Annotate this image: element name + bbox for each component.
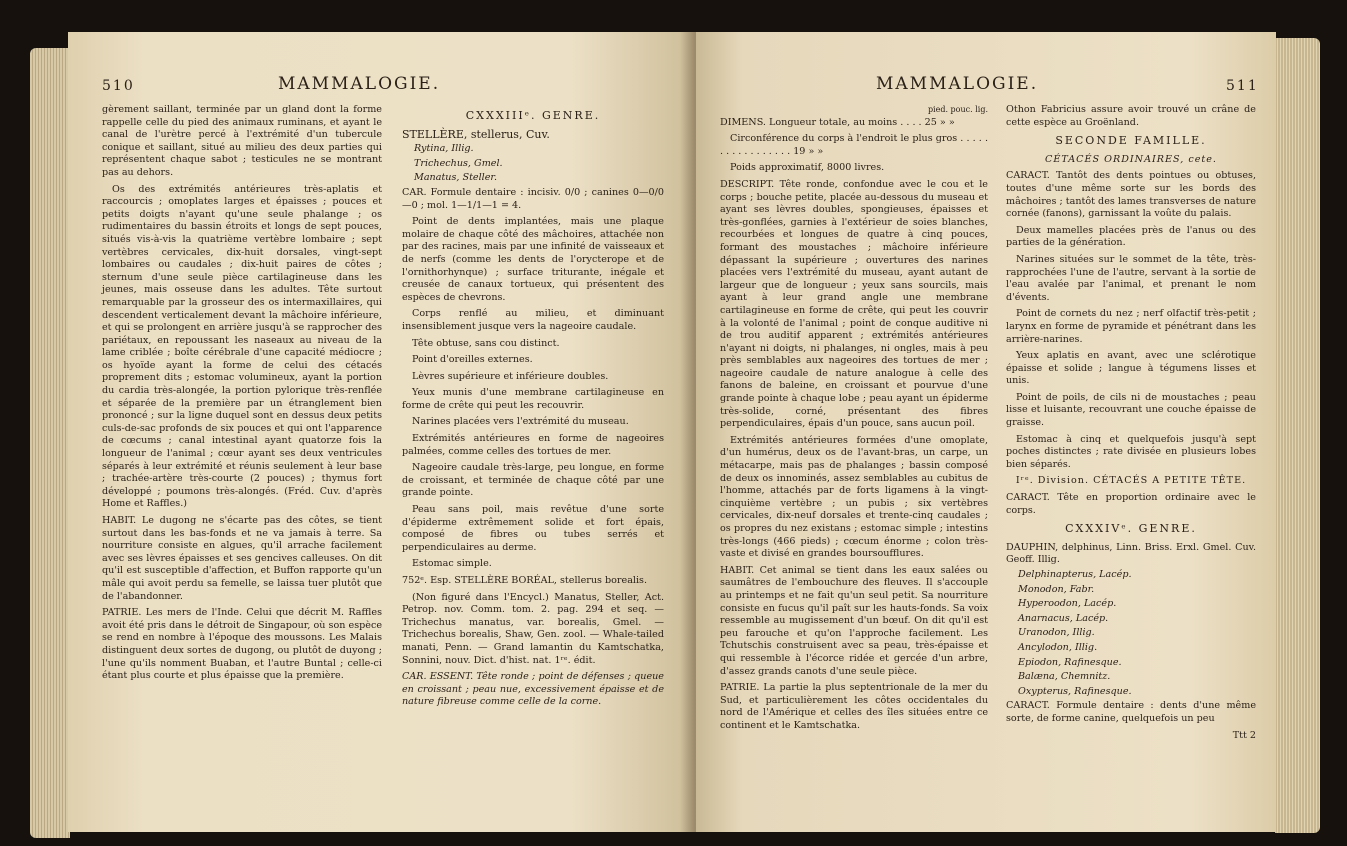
left-page-number: 510	[102, 78, 135, 94]
genus-heading: CXXXIIIᵉ. GENRE.	[465, 109, 601, 122]
dental-formula: CAR. Formule dentaire : incisiv. 0/0 ; canines 0—0/0—0 ; mol. 1—1/1—1 = 4.	[402, 186, 664, 211]
species-heading: 752ᵉ. Esp. STELLÈRE BORÉAL, stellerus borealis.	[402, 575, 648, 586]
paragraph: Point de dents implantées, mais une plaque molaire de chaque côté des mâchoires, attachée non par des racines, mais par une infinité de vaisseaux et de nerfs (comme les dents de l'orycterope et de l'ornithorhynque) ; surface triturante, inégale et creusée de canaux tortueux, qui présentent des espèces de chevrons.	[402, 216, 664, 303]
paragraph: Deux mamelles placées près de l'anus ou des parties de la génération.	[1006, 224, 1256, 249]
paragraph: CARACT. Tête en proportion ordinaire avec le corps.	[1006, 492, 1256, 516]
signature-mark: Ttt 2	[1232, 729, 1256, 741]
paragraph: Circonférence du corps à l'endroit le plus gros . . . . . . . . . . . . . . . . . 19 » »	[720, 133, 988, 157]
synonym: Oxypterus, Rafinesque.	[1018, 685, 1132, 697]
paragraph: gèrement saillant, terminée par un gland dont la forme rappelle celle du pied des animaux ruminans, et ayant le canal de l'urètre percé à l'extrémité d'un tubercule conique et saillant, situé au milieu des deux parties qui représentent chaque sabot ; testicules ne se montrant pas au dehors.	[102, 104, 382, 178]
paragraph: Othon Fabricius assure avoir trouvé un crâne de cette espèce au Groënland.	[1006, 104, 1256, 128]
paragraph: Poids approximatif, 8000 livres.	[730, 162, 885, 174]
synonym: Manatus, Steller.	[414, 172, 497, 184]
paragraph: PATRIE. La partie la plus septentrionale de la mer du Sud, et particulièrement les côtes occidentales du nord de l'Amérique et celles des îles situées entre ce continent et le Kamtschatka.	[720, 682, 988, 731]
paragraph: Nageoire caudale très-large, peu longue, en forme de croissant, et terminée de chaque côté par une grande pointe.	[402, 462, 664, 499]
paragraph: Extrémités antérieures formées d'une omoplate, d'un humérus, deux os de l'avant-bras, un carpe, un métacarpe, mais pas de phalanges ; bassin composé de deux os innominés, assez semblables au cubitus de l'homme, attachés par de forts ligamens à la vingt-cinquième vertèbre ; un pubis ; six vertèbres cervicales, dix-neuf dorsales et trente-cinq caudales ; os propres du nez existans ; estomac simple ; intestins très-longs (466 pieds) ; cœcum énorme ; colon très-vaste et divisé en grandes boursoufflures.	[720, 434, 988, 560]
left-page	[68, 32, 696, 832]
genus-name: STELLÈRE, stellerus, Cuv.	[402, 127, 550, 141]
family-heading: SECONDE FAMILLE.	[1055, 134, 1207, 148]
paragraph: (Non figuré dans l'Encycl.) Manatus, Steller, Act. Petrop. nov. Comm. tom. 2. pag. 294 et seq. — Trichechus manatus, var. borealis, Gmel. — Trichechus borealis, Shaw, Gen. zool. — Whale-tailed manati, Penn. — Grand lamantin du Kamtschatka, Sonnini, nouv. Dict. d'hist. nat. 1ʳᵉ. édit.	[402, 591, 664, 666]
paragraph: Point d'oreilles externes.	[412, 354, 533, 366]
right-running-title: MAMMALOGIE.	[876, 74, 1039, 94]
synonym: Uranodon, Illig.	[1018, 627, 1095, 639]
right-page	[696, 32, 1276, 832]
paragraph: PATRIE. Les mers de l'Inde. Celui que décrit M. Raffles avoit été pris dans le détroit de Singapour, où son espèce se rend en nombre à l'époque des moussons. Les Malais distinguent deux sortes de dugong, ou plutôt de duyong ; l'une qu'ils nomment Buaban, et l'autre Buntal ; celle-ci étant plus courte et plus épaisse que la première.	[102, 607, 382, 682]
paragraph: Peau sans poil, mais revêtue d'une sorte d'épiderme extrêmement solide et fort épais, composé de fibres ou tubes serrés et perpendiculaires au derme.	[402, 504, 664, 553]
paragraph: HABIT. Cet animal se tient dans les eaux salées ou saumâtres de l'embouchure des fleuves. Il s'accouple au printemps et ne fait qu'un seul petit. Sa nourriture consiste en fucus qu'il paît sur les hauts-fonds. Sa voix ressemble au mugissement d'un bœuf. On dit qu'il est peu farouche et qu'on l'approche facilement. Les Tchutschis construisent avec sa peau, très-épaisse et qui ressemble à l'écorce ridée et gercée d'un arbre, d'assez grands canots d'une seule pièce.	[720, 564, 988, 677]
paragraph: Point de cornets du nez ; nerf olfactif très-petit ; larynx en forme de pyramide et pénétrant dans les arrière-narines.	[1006, 308, 1256, 345]
genus-name: DAUPHIN, delphinus, Linn. Briss. Erxl. Gmel. Cuv. Geoff. Illig.	[1006, 541, 1256, 566]
page-edges-right	[1275, 38, 1320, 833]
paragraph: Tête obtuse, sans cou distinct.	[412, 337, 560, 349]
paragraph: DIMENS. Longueur totale, au moins . . . . 25 » »	[720, 116, 955, 128]
paragraph: CARACT. Formule dentaire : dents d'une même sorte, de forme canine, quelquefois un peu	[1006, 700, 1256, 724]
paragraph: Narines situées sur le sommet de la tête, très-rapprochées l'une de l'autre, servant à la sortie de l'eau avalée par l'animal, et prenant le nom d'évents.	[1006, 253, 1256, 303]
synonym: Monodon, Fabr.	[1018, 583, 1095, 595]
synonym: Epiodon, Rafinesque.	[1018, 656, 1122, 668]
dimension-units: pied. pouc. lig.	[927, 105, 988, 114]
synonym: Anarnacus, Lacép.	[1018, 612, 1109, 624]
synonym: Hyperoodon, Lacép.	[1018, 598, 1117, 610]
left-column-1	[102, 104, 382, 687]
synonym: Rytina, Illig.	[414, 143, 474, 155]
paragraph: CARACT. Tantôt des dents pointues ou obtuses, toutes d'une même sorte sur les bords des mâchoires ; tantôt des lames transverses de nature cornée (fanons), garnissant la voûte du palais.	[1006, 170, 1256, 220]
paragraph: Yeux munis d'une membrane cartilagineuse en forme de crête qui peut les recouvrir.	[402, 387, 664, 411]
page-edges-left	[30, 48, 70, 838]
open-book	[30, 18, 1320, 840]
paragraph: Os des extrémités antérieures très-aplatis et raccourcis ; omoplates larges et épaisses ; pouces et petits doigts n'ayant qu'une seule phalange ; os rudimentaires du bassin étroits et longs de sept pouces, situés vis-à-vis la quatrième vertèbre lombaire ; sept vertèbres cervicales, dix-huit dorsales, vingt-sept lombaires ou caudales ; dix-huit paires de côtes ; sternum d'une seule pièce cartilagineuse dans les jeunes, mais osseuse dans les adultes. Tête surtout remarquable par la grosseur des os intermaxillaires, qui descendent verticalement devant la mâchoire inférieure, et qui se prolongent en arrière jusqu'à se rapprocher des pariétaux, en repoussant les naseaux au niveau de la lame criblée ; boîte cérébrale d'une capacité médiocre ; os hyoïde ayant la forme de celui des cétacés proprement dits ; estomac volumineux, ayant la portion du cardia très-alongée, la portion pylorique très-renflée et séparée de la première par un étranglement bien prononcé ; sur la ligne duquel sont en dessus deux petits culs-de-sac profonds de six pouces et qui ont l'apparence de cœcums ; canal intestinal ayant quatorze fois la longueur de l'animal ; cœur ayant ses deux ventricules séparés à leur extrémité et réunis seulement à leur base ; trachée-artère très-courte (2 pouces) ; thymus fort développé ; poumons très-alongés. (Fréd. Cuv. d'après Home et Raffles.)	[102, 183, 382, 510]
left-running-title: MAMMALOGIE.	[278, 74, 441, 94]
genus-heading: CXXXIVᵉ. GENRE.	[1065, 522, 1197, 536]
synonym: Balæna, Chemnitz.	[1018, 671, 1111, 683]
left-column-2	[402, 104, 664, 713]
paragraph: Estomac simple.	[412, 558, 492, 570]
right-column-2	[1006, 104, 1256, 742]
division-heading: Iʳᵉ. Division. CÉTACÉS A PETITE TÊTE.	[1015, 475, 1247, 487]
right-page-number: 511	[1226, 78, 1259, 94]
family-name: CÉTACÉS ORDINAIRES, cete.	[1045, 153, 1217, 165]
synonym: Ancylodon, Illig.	[1018, 641, 1098, 653]
paragraph: DESCRIPT. Tête ronde, confondue avec le cou et le corps ; bouche petite, placée au-dessous du museau et ayant ses lèvres doubles, spongieuses, épaisses et très-gonflées, garnies à l'extérieur de soies blanches, recourbées et longues de quatre à cinq pouces, formant des moustaches ; mâchoire inférieure dépassant la supérieure ; ouvertures des narines placées vers l'extrémité du museau, ayant autant de largeur que de longueur ; yeux sans sourcils, mais ayant à leur grand angle une membrane cartilagineuse en forme de crête, qui peut les couvrir à la volonté de l'animal ; point de conque auditive ni de trou auditif apparent ; extrémités antérieures n'ayant ni doigts, ni phalanges, ni ongles, mais à peu près semblables aux nageoires des tortues de mer ; nageoire caudale de nature analogue à celle des fanons de baleine, en croissant et pourvue d'une grande pointe à chaque lobe ; peau ayant un épiderme très-solide, corné, présentant des fibres perpendiculaires, épais d'un pouce, sans aucun poil.	[720, 178, 988, 430]
paragraph: Narines placées vers l'extrémité du museau.	[412, 416, 629, 428]
paragraph: Estomac à cinq et quelquefois jusqu'à sept poches distinctes ; rate divisée en plusieurs lobes bien séparés.	[1006, 433, 1256, 470]
right-column-1	[720, 104, 988, 737]
paragraph: Lèvres supérieure et inférieure doubles.	[412, 370, 609, 382]
paragraph: HABIT. Le dugong ne s'écarte pas des côtes, se tient surtout dans les bas-fonds et ne va jamais à terre. Sa nourriture consiste en algues, qu'il arrache facilement avec ses lèvres épaisses et ses gencives calleuses. On dit qu'il est susceptible d'affection, et Buffon rapporte qu'un mâle qui avoit perdu sa femelle, se laissa tuer plutôt que de l'abandonner.	[102, 515, 382, 602]
paragraph: Yeux aplatis en avant, avec une sclérotique épaisse et solide ; langue à tégumens lisses et unis.	[1006, 350, 1256, 387]
paragraph: Extrémités antérieures en forme de nageoires palmées, comme celles des tortues de mer.	[402, 433, 664, 457]
paragraph: Corps renflé au milieu, et diminuant insensiblement jusque vers la nageoire caudale.	[402, 308, 664, 332]
synonym: Delphinapterus, Lacép.	[1018, 569, 1132, 580]
paragraph: Point de poils, de cils ni de moustaches ; peau lisse et luisante, recouvrant une couche épaisse de graisse.	[1006, 391, 1256, 429]
paragraph: CAR. ESSENT. Tête ronde ; point de défenses ; queue en croissant ; peau nue, excessivement épaisse et de nature fibreuse comme celle de la corne.	[402, 671, 664, 708]
synonym: Trichechus, Gmel.	[414, 157, 503, 169]
